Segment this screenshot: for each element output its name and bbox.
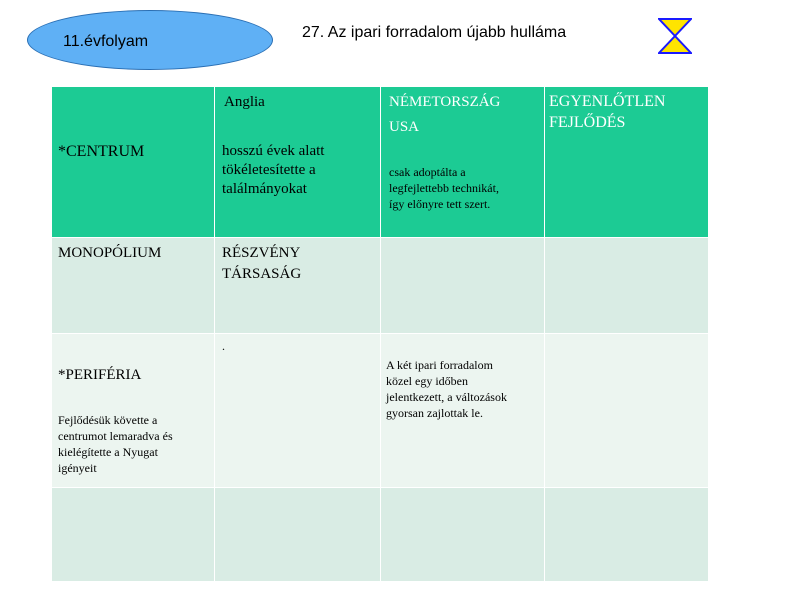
row-label-periferia: *PERIFÉRIA xyxy=(58,367,142,383)
column-divider xyxy=(544,87,545,581)
row-label-monopolium: MONOPÓLIUM xyxy=(58,245,162,261)
periferia-dot: . xyxy=(222,339,225,353)
column-divider xyxy=(214,87,215,581)
row-divider xyxy=(52,237,708,238)
page-title: 27. Az ipari forradalom újabb hulláma xyxy=(302,24,567,41)
periferia-nemet-text-1: A két ipari forradalom xyxy=(386,358,493,372)
periferia-nemet-text-2: közel egy időben xyxy=(386,374,468,388)
column-header-anglia: Anglia xyxy=(224,94,265,110)
periferia-desc-3: kielégítette a Nyugat xyxy=(58,445,158,459)
comparison-table xyxy=(52,87,708,581)
column-header-fejlodes: FEJLŐDÉS xyxy=(549,114,626,131)
hourglass-icon xyxy=(658,18,692,54)
monopolium-anglia-text-2: TÁRSASÁG xyxy=(222,266,302,282)
centrum-anglia-text-1: hosszú évek alatt xyxy=(222,143,325,159)
row-divider xyxy=(52,487,708,488)
row-label-centrum: *CENTRUM xyxy=(58,143,145,160)
periferia-desc-4: igényeit xyxy=(58,461,97,475)
centrum-anglia-text-2: tökéletesítette a xyxy=(222,162,316,178)
monopolium-anglia-text-1: RÉSZVÉNY xyxy=(222,245,301,261)
column-header-egyenlotlen: EGYENLŐTLEN xyxy=(549,93,666,110)
grade-label: 11.évfolyam xyxy=(63,33,149,50)
column-header-usa: USA xyxy=(389,119,420,135)
periferia-desc-1: Fejlődésük követte a xyxy=(58,413,158,427)
periferia-nemet-text-4: gyorsan zajlottak le. xyxy=(386,406,483,420)
row-divider xyxy=(52,333,708,334)
centrum-anglia-text-3: találmányokat xyxy=(222,181,307,197)
centrum-nemet-text-1: csak adoptálta a xyxy=(389,165,466,179)
periferia-nemet-text-3: jelentkezett, a változások xyxy=(386,390,507,404)
centrum-nemet-text-2: legfejlettebb technikát, xyxy=(389,181,499,195)
column-header-nemetorszag: NÉMETORSZÁG xyxy=(389,94,501,110)
column-divider xyxy=(380,87,381,581)
periferia-desc-2: centrumot lemaradva és xyxy=(58,429,173,443)
centrum-nemet-text-3: így előnyre tett szert. xyxy=(389,197,491,211)
